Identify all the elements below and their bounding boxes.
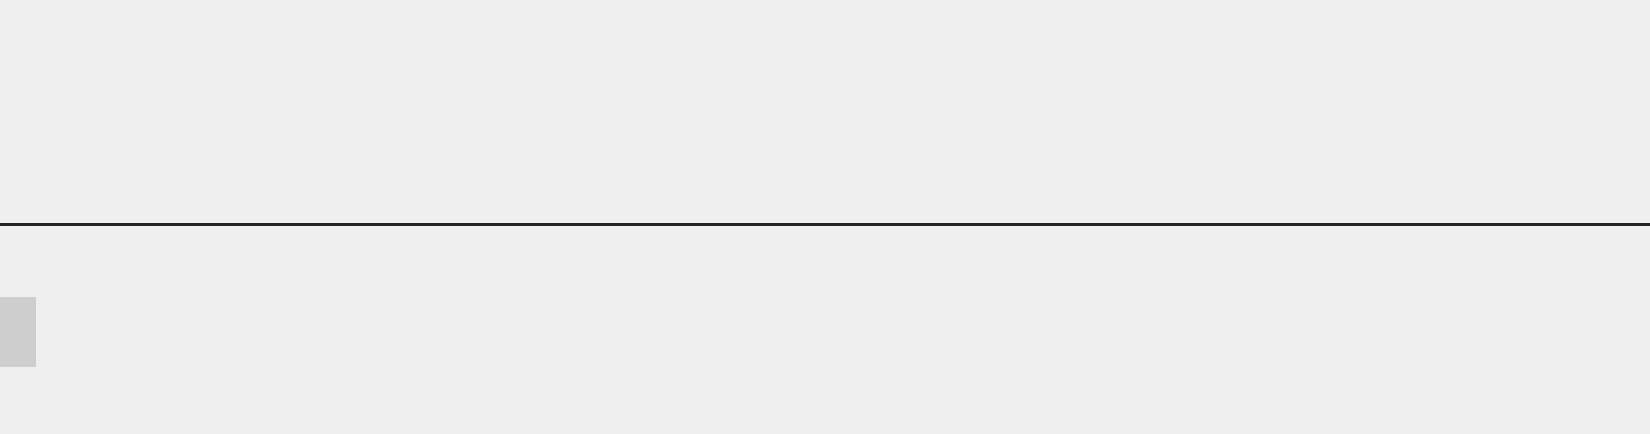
- prev-page-button[interactable]: [0, 297, 36, 367]
- bottom-columns: [0, 228, 1650, 434]
- bottom-article-band: [0, 228, 1650, 434]
- horizontal-divider: [0, 223, 1650, 226]
